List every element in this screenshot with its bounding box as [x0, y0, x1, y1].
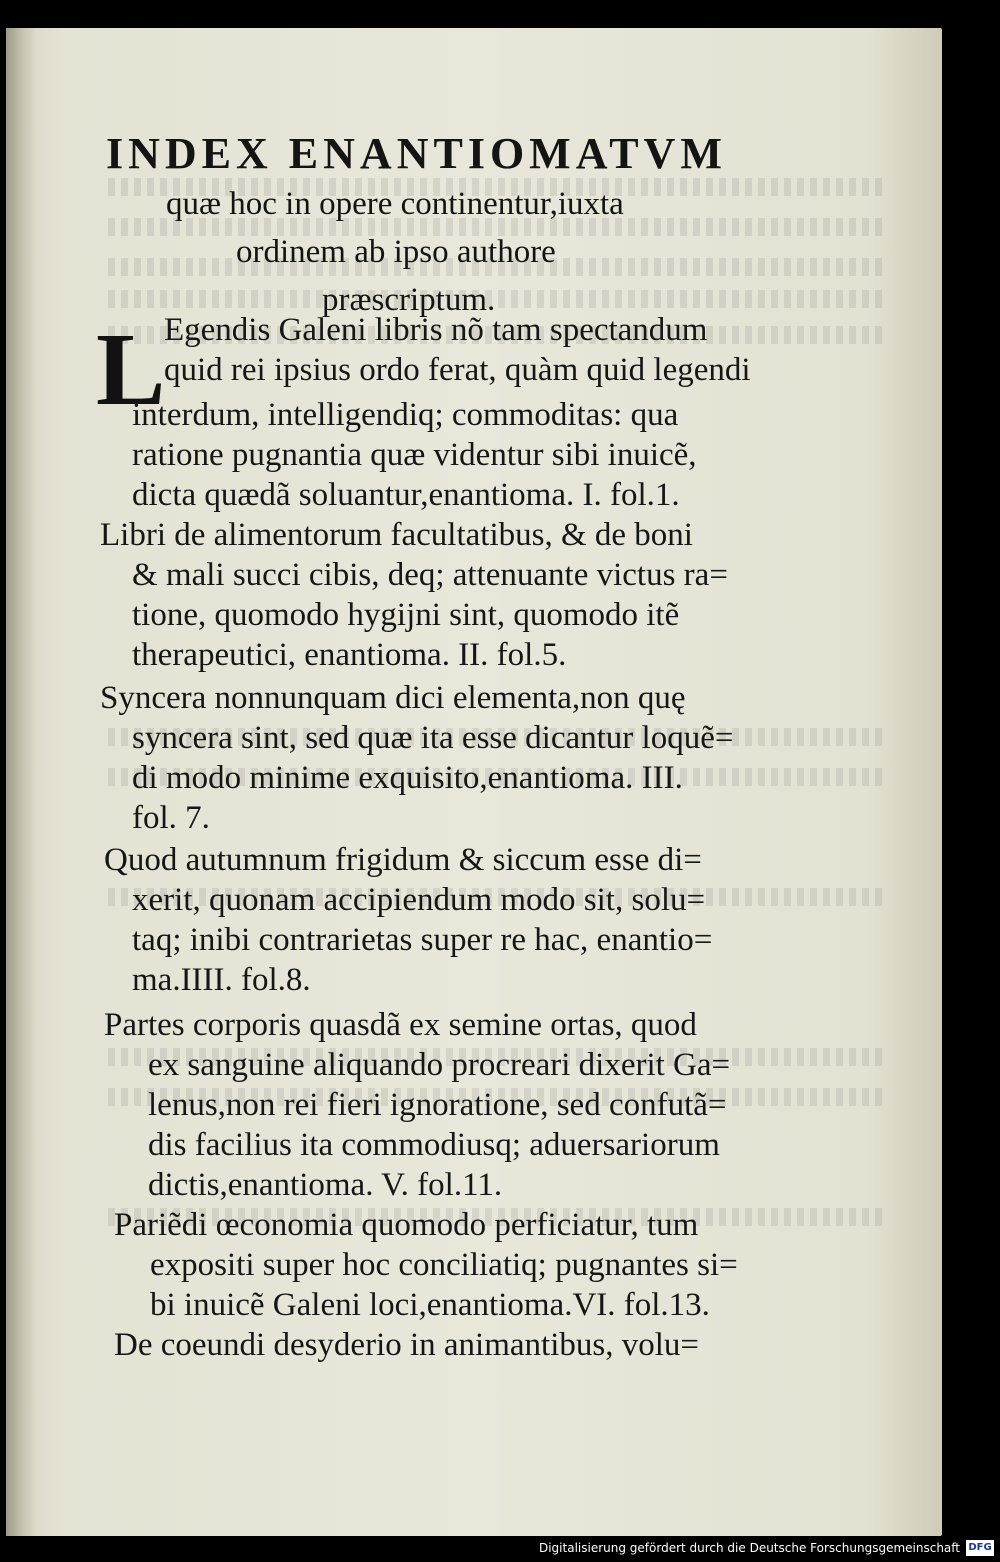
entry-line: lenus,non rei fieri ignoratione, sed confutã=	[148, 1087, 727, 1123]
entry-line: ex sanguine aliquando procreari dixerit Ga=	[148, 1047, 731, 1083]
entry-line: therapeutici, enantioma. II. fol.5.	[132, 637, 567, 673]
entry-line: syncera sint, sed quæ ita esse dicantur loquẽ=	[132, 720, 734, 756]
title-line-4: præscriptum.	[322, 282, 496, 318]
entry-line: expositi super hoc conciliatiq; pugnantes si=	[150, 1247, 738, 1283]
entry-line: ma.IIII. fol.8.	[132, 962, 311, 998]
entry-line: Libri de alimentorum facultatibus, & de boni	[100, 517, 693, 553]
entry-line: Egendis Galeni libris nõ tam spectandum	[164, 312, 708, 348]
entry-line: di modo minime exquisito,enantioma. III.	[132, 760, 683, 796]
entry-line: interdum, intelligendiq; commoditas: qua	[132, 397, 679, 433]
entry-line: bi inuicẽ Galeni loci,enantioma.VI. fol.13.	[150, 1287, 710, 1323]
entry-line: ratione pugnantia quæ videntur sibi inuicẽ,	[132, 437, 697, 473]
entry-line: dictis,enantioma. V. fol.11.	[148, 1167, 503, 1203]
entry-line: dicta quædã soluantur,enantioma. I. fol.1.	[132, 477, 680, 513]
entry-line: quid rei ipsius ordo ferat, quàm quid legendi	[164, 352, 751, 388]
entry-line: & mali succi cibis, deq; attenuante victus ra=	[132, 557, 728, 593]
entry-line: Pariẽdi œconomia quomodo perficiatur, tum	[114, 1207, 699, 1243]
title-line-3: ordinem ab ipso authore	[236, 234, 556, 270]
entry-line: Quod autumnum frigidum & siccum esse di=	[104, 842, 702, 878]
entry-line: De coeundi desyderio in animantibus, volu=	[114, 1327, 699, 1363]
entry-line: Partes corporis quasdã ex semine ortas, quod	[104, 1007, 697, 1043]
drop-cap: L	[96, 312, 166, 427]
entry-line: taq; inibi contrarietas super re hac, enantio=	[132, 922, 713, 958]
footer-bar	[0, 1536, 1000, 1562]
entry-line: Syncera nonnunquam dici elementa,non quę	[100, 680, 686, 716]
dfg-logo: DFG	[966, 1540, 994, 1556]
entry-line: tione, quomodo hygijni sint, quomodo itẽ	[132, 597, 680, 633]
entry-line: dis facilius ita commodiusq; aduersariorum	[148, 1127, 720, 1163]
funding-notice: Digitalisierung gefördert durch die Deutsche Forschungsgemeinschaft	[538, 1541, 960, 1555]
entry-line: xerit, quonam accipiendum modo sit, solu=	[132, 882, 706, 918]
page-gutter	[6, 28, 36, 1536]
title-line-2: quæ hoc in opere continentur,iuxta	[166, 186, 624, 222]
entry-line: fol. 7.	[132, 800, 210, 836]
title-line-1: INDEX ENANTIOMATVM	[106, 129, 727, 178]
